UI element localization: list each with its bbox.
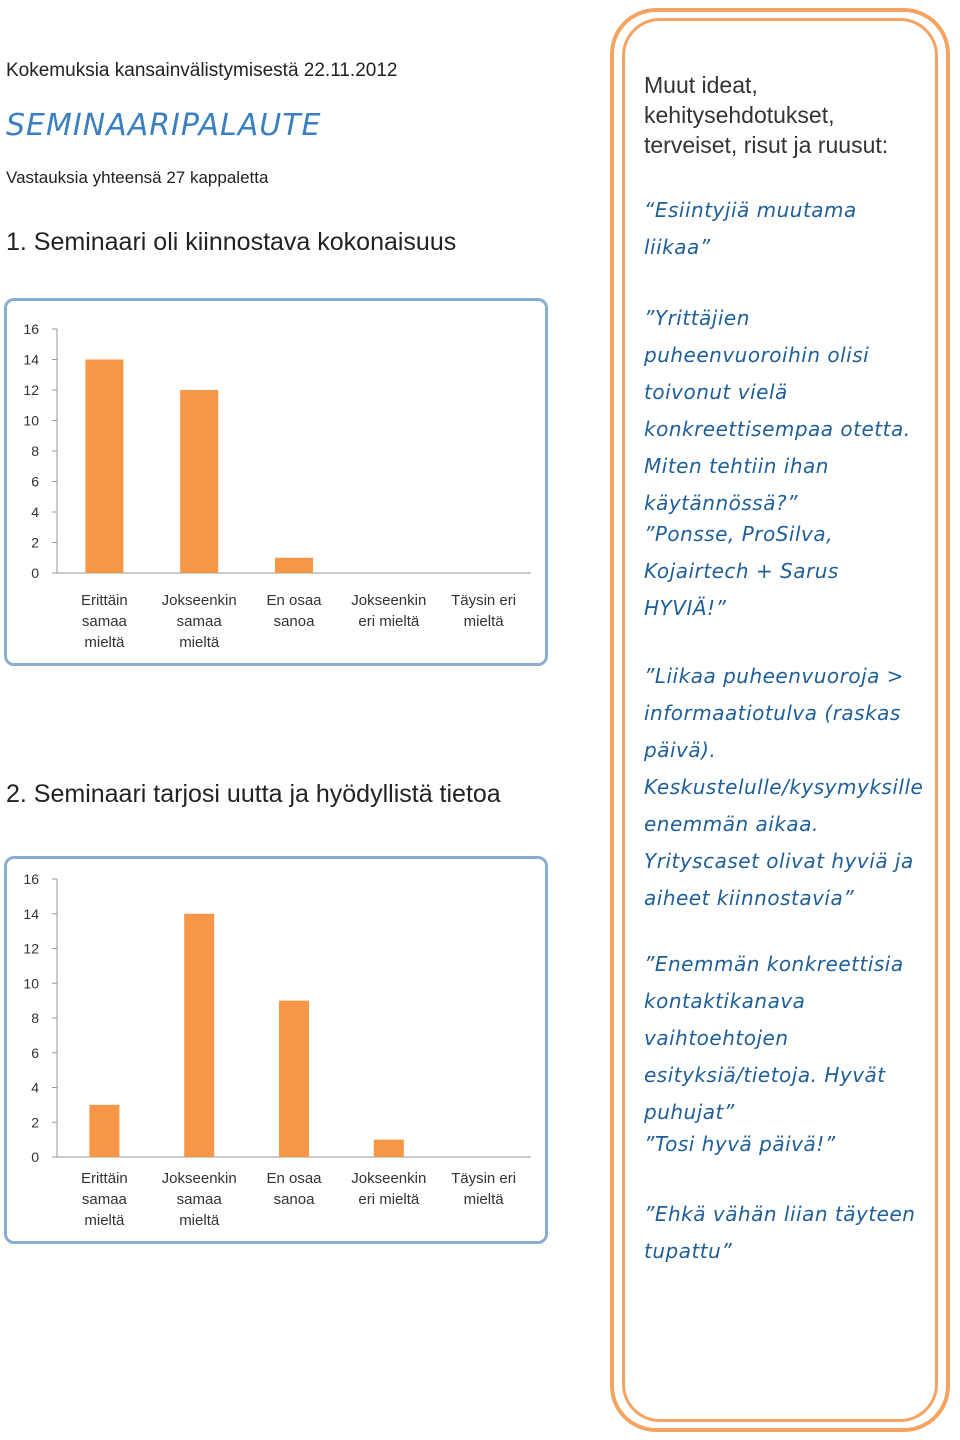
x-tick-label: En osaa — [266, 1170, 322, 1187]
bar — [374, 1140, 404, 1157]
feedback-quote: ”Ehkä vähän liian täyteen tupattu” — [644, 1202, 916, 1263]
x-tick-label: mieltä — [463, 613, 504, 630]
x-tick-label: Jokseenkin — [351, 592, 427, 609]
question-1-chart-svg — [7, 301, 545, 663]
feedback-heading: Muut ideat, kehitysehdotukset, terveiset, risut ja ruusut: — [644, 72, 889, 158]
feedback-quote: ”Tosi hyvä päivä!” — [644, 1132, 836, 1156]
x-tick-label: Erittäin — [81, 592, 128, 609]
question-2-chart — [4, 856, 548, 1244]
page-title: SEMINAARIPALAUTE — [6, 108, 322, 143]
y-tick-label: 0 — [31, 565, 39, 581]
x-tick-label: eri mieltä — [358, 613, 420, 630]
feedback-quote: ”Enemmän konkreettisia kontaktikanava vaihtoehtojen esityksiä/tietoja. Hyvät puhujat” — [644, 952, 904, 1124]
x-tick-label: Täysin eri — [451, 1170, 517, 1187]
x-tick-label: En osaa — [266, 592, 322, 609]
x-tick-label: sanoa — [273, 1191, 315, 1208]
x-tick-label: Jokseenkin — [351, 1170, 427, 1187]
x-tick-label: Täysin eri — [451, 592, 517, 609]
x-tick-label: sanoa — [273, 613, 315, 630]
bar — [89, 1105, 119, 1157]
bar — [85, 360, 123, 574]
bar — [275, 558, 313, 573]
y-tick-label: 2 — [31, 1114, 39, 1131]
y-tick-label: 14 — [23, 905, 39, 922]
date-line: Kokemuksia kansainvälistymisestä 22.11.2012 — [6, 60, 398, 81]
y-tick-label: 12 — [23, 940, 39, 957]
question-1-chart — [4, 298, 548, 666]
y-tick-label: 6 — [31, 473, 39, 490]
x-tick-label: Jokseenkin — [161, 1170, 237, 1187]
y-tick-label: 10 — [23, 975, 39, 992]
x-tick-label: samaa — [81, 613, 127, 630]
bar — [180, 390, 218, 573]
feedback-quote: ”Yrittäjien puheenvuoroihin olisi toivonut vielä konkreettisempaa otetta. Miten tehtiin ihan käytännössä?” — [644, 306, 911, 515]
y-tick-label: 14 — [23, 351, 39, 368]
x-tick-label: mieltä — [179, 1212, 220, 1229]
x-tick-label: eri mieltä — [358, 1191, 420, 1208]
y-tick-label: 4 — [31, 1079, 39, 1096]
y-tick-label: 4 — [31, 504, 39, 520]
y-tick-label: 10 — [23, 412, 39, 429]
question-2-title: 2. Seminaari tarjosi uutta ja hyödyllistä tietoa — [6, 780, 501, 808]
y-tick-label: 8 — [31, 443, 39, 459]
question-1-title: 1. Seminaari oli kiinnostava kokonaisuus — [6, 228, 457, 256]
y-tick-label: 2 — [31, 534, 39, 551]
x-tick-label: mieltä — [84, 634, 125, 651]
y-tick-label: 6 — [31, 1044, 39, 1061]
y-tick-label: 16 — [23, 871, 39, 887]
y-tick-label: 16 — [23, 321, 39, 337]
bar — [279, 1001, 309, 1157]
feedback-quote: “Esiintyjiä muutama liikaa” — [644, 198, 857, 259]
x-tick-label: samaa — [176, 613, 222, 630]
x-tick-label: mieltä — [179, 634, 220, 651]
x-tick-label: Erittäin — [81, 1170, 128, 1187]
bar — [184, 914, 214, 1157]
y-tick-label: 12 — [23, 382, 39, 398]
feedback-quote: ”Ponsse, ProSilva, Kojairtech + Sarus HYVIÄ!” — [644, 522, 839, 620]
question-2-chart-svg — [7, 859, 545, 1241]
response-count: Vastauksia yhteensä 27 kappaletta — [6, 168, 269, 187]
feedback-quote: ”Liikaa puheenvuoroja > informaatiotulva (raskas päivä). Keskustelulle/kysymyksille enemmän aikaa. Yrityscaset olivat hyviä ja aiheet kiinnostavia” — [644, 664, 924, 910]
x-tick-label: samaa — [176, 1191, 222, 1208]
x-tick-label: Jokseenkin — [161, 592, 237, 609]
x-tick-label: samaa — [81, 1191, 127, 1208]
y-tick-label: 0 — [31, 1149, 39, 1165]
y-tick-label: 8 — [31, 1010, 39, 1026]
x-tick-label: mieltä — [84, 1212, 125, 1229]
x-tick-label: mieltä — [463, 1191, 504, 1208]
